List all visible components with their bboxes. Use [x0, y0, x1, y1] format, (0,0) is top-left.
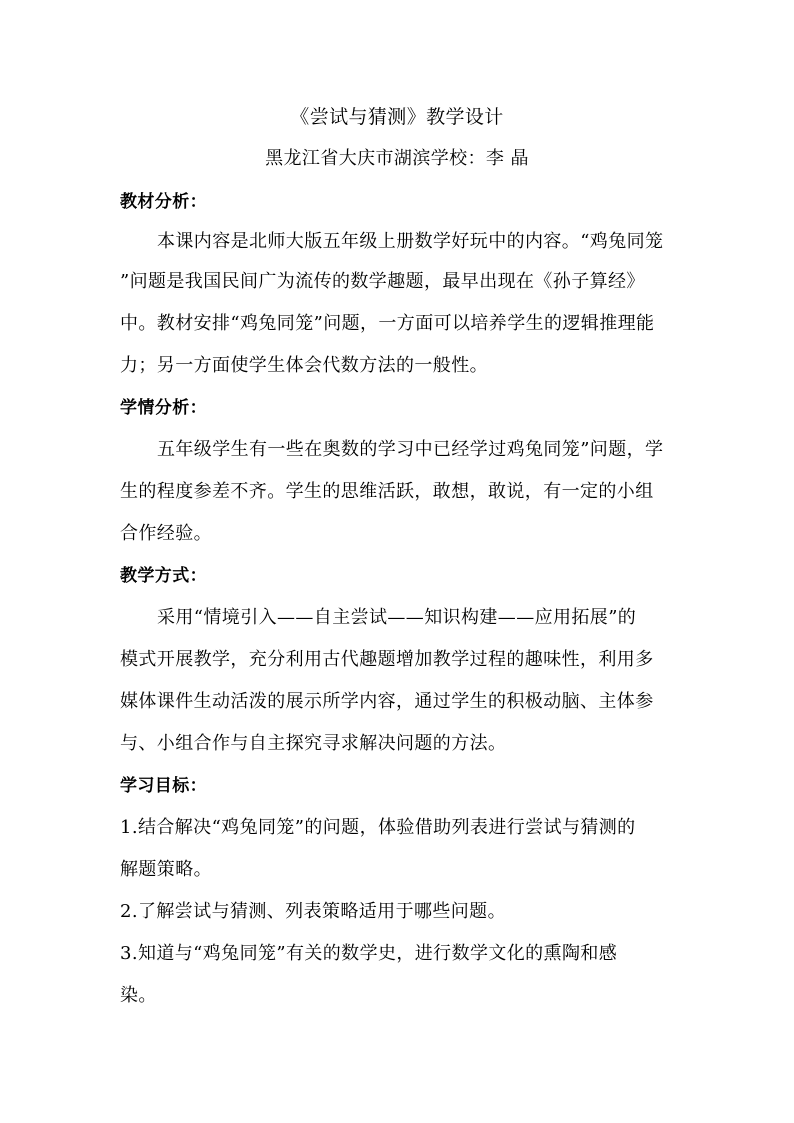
paragraph-line: 1.结合解决“鸡兔同笼”的问题，体验借助列表进行尝试与猜测的 [120, 817, 636, 838]
paragraph-line: 与、小组合作与自主探究寻求解决问题的方法。 [120, 733, 507, 754]
paragraph-line: 中。教材安排“鸡兔同笼”问题，一方面可以培养学生的逻辑推理能 [120, 313, 655, 334]
section-heading-student-analysis: 学情分析： [120, 398, 207, 418]
paragraph-line: ”问题是我国民间广为流传的数学趣题，最早出现在《孙子算经》 [120, 271, 645, 292]
paragraph-line: 生的程度参差不齐。学生的思维活跃，敢想，敢说，有一定的小组 [120, 481, 654, 502]
section-heading-textbook-analysis: 教材分析： [120, 192, 207, 212]
section-heading-teaching-method: 教学方式： [120, 566, 207, 586]
paragraph-line: 染。 [120, 985, 157, 1006]
document-author: 黑龙江省大庆市湖滨学校：李 晶 [265, 148, 529, 169]
section-heading-learning-goals: 学习目标： [120, 776, 207, 796]
paragraph-line: 力；另一方面使学生体会代数方法的一般性。 [120, 355, 488, 376]
paragraph-line: 媒体课件生动活泼的展示所学内容，通过学生的积极动脑、主体参 [120, 691, 654, 712]
paragraph-line: 本课内容是北师大版五年级上册数学好玩中的内容。“鸡兔同笼 [157, 231, 664, 252]
paragraph-line: 合作经验。 [120, 523, 212, 544]
paragraph-line: 解题策略。 [120, 859, 212, 880]
paragraph-line: 五年级学生有一些在奥数的学习中已经学过鸡兔同笼”问题，学 [157, 439, 664, 460]
paragraph-line: 2.了解尝试与猜测、列表策略适用于哪些问题。 [120, 901, 506, 922]
paragraph-line: 采用“情境引入——自主尝试——知识构建——应用拓展”的 [157, 607, 637, 628]
document-title: 《尝试与猜测》教学设计 [290, 106, 504, 128]
paragraph-line: 模式开展教学，充分利用古代趣题增加教学过程的趣味性，利用多 [120, 649, 654, 670]
paragraph-line: 3.知道与“鸡兔同笼”有关的数学史，进行数学文化的熏陶和感 [120, 943, 618, 964]
